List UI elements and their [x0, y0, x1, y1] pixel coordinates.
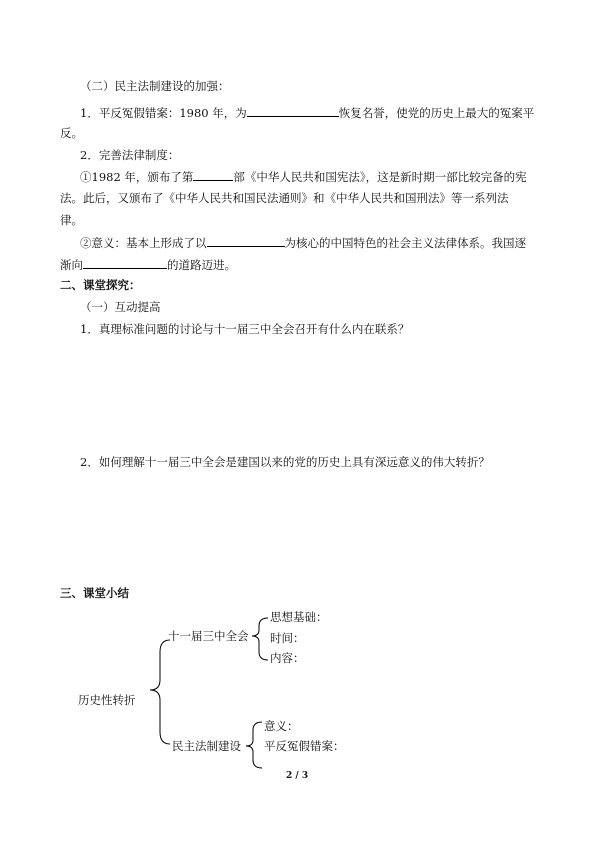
item1-prefix: 1．平反冤假错案：1980 年，为	[80, 106, 247, 120]
item2-b-line2-prefix: 渐向	[60, 258, 83, 272]
lower-brace	[246, 722, 262, 768]
page-number: 2 / 3	[286, 771, 309, 781]
item2-a-suffix: 部《中华人民共和国宪法》，这是新时期一部比较完备的宪	[233, 170, 527, 184]
item2-title: 2．完善法律制度：	[80, 148, 180, 162]
branch2-item-rehabilitation: 平反冤假错案：	[264, 739, 345, 753]
explore-subheading: （一）互动提高	[80, 300, 161, 314]
section-heading-democracy: （二）民主法制建设的加强：	[80, 79, 230, 93]
question-1: 1．真理标准问题的讨论与十一届三中全会召开有什么内在联系？	[80, 322, 410, 336]
item1-continuation: 反。	[60, 126, 83, 140]
item2-b-line2-suffix: 的道路迈进。	[167, 258, 236, 272]
item2-a-line2: 法。此后，又颁布了《中华人民共和国民法通则》和《中华人民共和国刑法》等一系列法	[60, 191, 509, 205]
item2-b-prefix: ②意义：基本上形成了以	[80, 236, 207, 250]
summary-heading: 三、课堂小结	[60, 586, 129, 600]
branch1-item-ideology: 思想基础：	[270, 610, 328, 624]
branch1-item-content: 内容：	[270, 651, 305, 665]
question-2: 2．如何理解十一届三中全会是建国以来的党的历史上具有深远意义的伟大转折？	[80, 455, 490, 469]
item2-b-suffix: 为核心的中国特色的社会主义法律体系。我国逐	[284, 236, 526, 250]
item1-suffix: 恢复名誉，使党的历史上最大的冤案平	[338, 106, 535, 120]
branch1-item-time: 时间：	[270, 631, 305, 645]
summary-root-label: 历史性转折	[78, 693, 136, 707]
upper-brace	[252, 618, 268, 660]
item2-a-line3: 律。	[60, 213, 83, 227]
item2-a-prefix: ①1982 年，颁布了第	[80, 170, 194, 184]
branch-third-plenum: 十一届三中全会	[168, 629, 249, 643]
branch2-item-significance: 意义：	[264, 719, 299, 733]
branch-democracy-law: 民主法制建设	[172, 739, 241, 753]
explore-heading: 二、课堂探究：	[60, 278, 141, 292]
main-brace	[150, 640, 170, 744]
